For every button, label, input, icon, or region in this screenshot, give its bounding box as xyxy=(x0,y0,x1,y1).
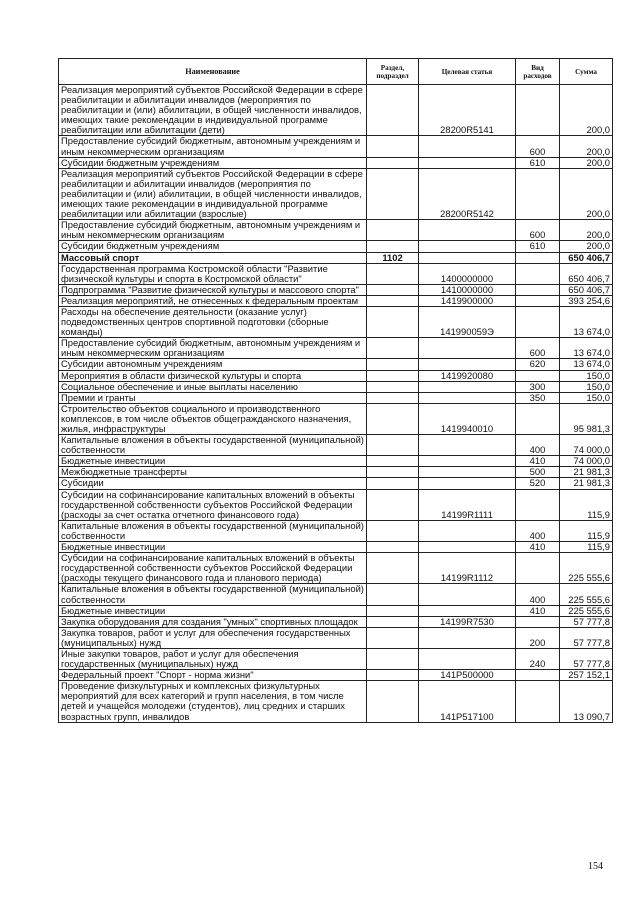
table-row xyxy=(59,381,613,392)
table-row xyxy=(59,478,613,489)
cell-type xyxy=(516,553,560,584)
table-row xyxy=(59,370,613,381)
cell-name: Закупка оборудования для создания "умных" спортивных площадок xyxy=(59,616,367,627)
cell-type: 400 xyxy=(516,584,560,605)
cell-target xyxy=(419,338,516,359)
cell-section xyxy=(367,478,419,489)
cell-section xyxy=(367,295,419,306)
cell-section xyxy=(367,403,419,434)
table-row xyxy=(59,584,613,605)
cell-sum: 13 674,0 xyxy=(560,306,613,337)
cell-target xyxy=(419,157,516,168)
cell-target xyxy=(419,478,516,489)
cell-name: Предоставление субсидий бюджетным, автономным учреждениям и иным некоммерческим организациям xyxy=(59,338,367,359)
cell-type: 610 xyxy=(516,157,560,168)
cell-sum: 200,0 xyxy=(560,220,613,241)
cell-section xyxy=(367,627,419,648)
table-row xyxy=(59,136,613,157)
table-row xyxy=(59,85,613,136)
cell-sum: 200,0 xyxy=(560,241,613,252)
cell-type: 500 xyxy=(516,467,560,478)
cell-type xyxy=(516,670,560,681)
cell-name: Мероприятия в области физической культуры и спорта xyxy=(59,370,367,381)
cell-sum: 74 000,0 xyxy=(560,435,613,456)
cell-section: 1102 xyxy=(367,252,419,263)
cell-section xyxy=(367,467,419,478)
cell-target: 141P517100 xyxy=(419,681,516,722)
cell-type: 620 xyxy=(516,359,560,370)
cell-name: Субсидии на софинансирование капитальных вложений в объекты государственной собственности субъектов Российской Федерации (расходы за счет остатка отчетного финансового года) xyxy=(59,489,367,520)
cell-target xyxy=(419,520,516,541)
table-row xyxy=(59,403,613,434)
page-number: 154 xyxy=(588,861,603,872)
cell-section xyxy=(367,338,419,359)
table-row xyxy=(59,295,613,306)
cell-target xyxy=(419,136,516,157)
cell-sum: 225 555,6 xyxy=(560,553,613,584)
table-row xyxy=(59,241,613,252)
cell-target: 28200R5142 xyxy=(419,168,516,219)
cell-name: Бюджетные инвестиции xyxy=(59,542,367,553)
cell-type: 520 xyxy=(516,478,560,489)
cell-sum: 21 981,3 xyxy=(560,467,613,478)
header-sum: Сумма xyxy=(560,59,613,85)
cell-name: Государственная программа Костромской области "Развитие физической культуры и спорта в Костромской области" xyxy=(59,263,367,284)
cell-section xyxy=(367,220,419,241)
table-row xyxy=(59,542,613,553)
cell-name: Капитальные вложения в объекты государственной (муниципальной) собственности xyxy=(59,520,367,541)
cell-type xyxy=(516,284,560,295)
table-row xyxy=(59,220,613,241)
cell-name: Субсидии бюджетным учреждениям xyxy=(59,157,367,168)
cell-name: Реализация мероприятий субъектов Российской Федерации в сфере реабилитации и абилитации инвалидов (мероприятия по реабилитации и (или) абилитации, в общей численности инвалидов, имеющих такие рекомендации в индивидуальной программе реабилитации или абилитации (дети) xyxy=(59,85,367,136)
cell-target xyxy=(419,381,516,392)
cell-section xyxy=(367,489,419,520)
cell-name: Закупка товаров, работ и услуг для обеспечения государственных (муниципальных) нужд xyxy=(59,627,367,648)
cell-target: 14199R1112 xyxy=(419,553,516,584)
table-row xyxy=(59,681,613,722)
cell-target xyxy=(419,252,516,263)
cell-sum: 225 555,6 xyxy=(560,605,613,616)
cell-sum: 257 152,1 xyxy=(560,670,613,681)
cell-section xyxy=(367,263,419,284)
table-row xyxy=(59,670,613,681)
cell-sum: 21 981,3 xyxy=(560,478,613,489)
table-row xyxy=(59,489,613,520)
cell-name: Субсидии автономным учреждениям xyxy=(59,359,367,370)
cell-target: 141990059Э xyxy=(419,306,516,337)
cell-sum: 200,0 xyxy=(560,136,613,157)
cell-section xyxy=(367,616,419,627)
table-row xyxy=(59,627,613,648)
cell-sum: 13 674,0 xyxy=(560,359,613,370)
cell-type: 300 xyxy=(516,381,560,392)
cell-sum: 95 981,3 xyxy=(560,403,613,434)
cell-target: 14199R7530 xyxy=(419,616,516,627)
cell-type: 410 xyxy=(516,456,560,467)
table-row xyxy=(59,435,613,456)
cell-section xyxy=(367,392,419,403)
cell-target xyxy=(419,648,516,669)
cell-name: Бюджетные инвестиции xyxy=(59,456,367,467)
table-row xyxy=(59,306,613,337)
cell-name: Бюджетные инвестиции xyxy=(59,605,367,616)
cell-sum: 650 406,7 xyxy=(560,252,613,263)
cell-section xyxy=(367,648,419,669)
cell-type xyxy=(516,263,560,284)
cell-section xyxy=(367,584,419,605)
table-row xyxy=(59,284,613,295)
cell-sum: 200,0 xyxy=(560,157,613,168)
cell-type: 200 xyxy=(516,627,560,648)
cell-name: Иные закупки товаров, работ и услуг для обеспечения государственных (муниципальных) нужд xyxy=(59,648,367,669)
cell-target: 1400000000 xyxy=(419,263,516,284)
table-row xyxy=(59,157,613,168)
cell-section xyxy=(367,553,419,584)
cell-target xyxy=(419,542,516,553)
table-row xyxy=(59,648,613,669)
table-row xyxy=(59,467,613,478)
cell-section xyxy=(367,359,419,370)
table-row xyxy=(59,359,613,370)
cell-name: Субсидии xyxy=(59,478,367,489)
cell-type: 410 xyxy=(516,542,560,553)
cell-type xyxy=(516,306,560,337)
table-row xyxy=(59,392,613,403)
header-name: Наименование xyxy=(59,59,367,85)
cell-section xyxy=(367,456,419,467)
cell-target: 14199R1111 xyxy=(419,489,516,520)
table-row xyxy=(59,456,613,467)
cell-name: Расходы на обеспечение деятельности (оказание услуг) подведомственных центров спортивной подготовки (сборные команды) xyxy=(59,306,367,337)
cell-target xyxy=(419,467,516,478)
cell-section xyxy=(367,241,419,252)
cell-sum: 150,0 xyxy=(560,392,613,403)
table-row xyxy=(59,616,613,627)
cell-section xyxy=(367,605,419,616)
cell-type xyxy=(516,252,560,263)
cell-section xyxy=(367,681,419,722)
cell-target xyxy=(419,605,516,616)
cell-sum: 115,9 xyxy=(560,542,613,553)
cell-target xyxy=(419,627,516,648)
cell-sum: 57 777,8 xyxy=(560,616,613,627)
cell-type: 350 xyxy=(516,392,560,403)
cell-section xyxy=(367,435,419,456)
cell-sum: 650 406,7 xyxy=(560,263,613,284)
cell-type: 240 xyxy=(516,648,560,669)
cell-name: Подпрограмма "Развитие физической культуры и массового спорта" xyxy=(59,284,367,295)
budget-table xyxy=(58,58,613,723)
cell-name: Субсидии бюджетным учреждениям xyxy=(59,241,367,252)
cell-type: 610 xyxy=(516,241,560,252)
cell-name: Строительство объектов социального и производственного комплексов, в том числе объектов общегражданского назначения, жилья, инфраструктуры xyxy=(59,403,367,434)
table-body xyxy=(59,85,613,723)
cell-section xyxy=(367,520,419,541)
cell-name: Массовый спорт xyxy=(59,252,367,263)
header-type: Вид расходов xyxy=(516,59,560,85)
header-section: Раздел, подраздел xyxy=(367,59,419,85)
cell-target xyxy=(419,220,516,241)
cell-type xyxy=(516,403,560,434)
table-row xyxy=(59,168,613,219)
cell-type: 400 xyxy=(516,435,560,456)
cell-sum: 200,0 xyxy=(560,85,613,136)
cell-name: Проведение физкультурных и комплексных физкультурных мероприятий для всех категорий и групп населения, в том числе детей и учащейся молодежи (студентов), лиц средних и старших возрастных групп, инвалидов xyxy=(59,681,367,722)
cell-name: Субсидии на софинансирование капитальных вложений в объекты государственной собственности субъектов Российской Федерации (расходы текущего финансового года и планового периода) xyxy=(59,553,367,584)
cell-target: 1419900000 xyxy=(419,295,516,306)
cell-type: 600 xyxy=(516,338,560,359)
cell-target xyxy=(419,392,516,403)
cell-type xyxy=(516,85,560,136)
cell-target: 1419940010 xyxy=(419,403,516,434)
cell-sum: 200,0 xyxy=(560,168,613,219)
cell-name: Межбюджетные трансферты xyxy=(59,467,367,478)
table-header-row xyxy=(59,59,613,85)
cell-name: Реализация мероприятий субъектов Российской Федерации в сфере реабилитации и абилитации инвалидов (мероприятия по реабилитации и (или) абилитации, в общей численности инвалидов, имеющих такие рекомендации в индивидуальной программе реабилитации или абилитации (взрослые) xyxy=(59,168,367,219)
cell-section xyxy=(367,542,419,553)
cell-sum: 150,0 xyxy=(560,370,613,381)
cell-sum: 393 254,6 xyxy=(560,295,613,306)
cell-type xyxy=(516,616,560,627)
cell-type: 400 xyxy=(516,520,560,541)
cell-sum: 150,0 xyxy=(560,381,613,392)
table-row xyxy=(59,263,613,284)
cell-name: Капитальные вложения в объекты государственной (муниципальной) собственности xyxy=(59,435,367,456)
cell-sum: 13 674,0 xyxy=(560,338,613,359)
cell-sum: 115,9 xyxy=(560,520,613,541)
cell-type xyxy=(516,168,560,219)
cell-name: Капитальные вложения в объекты государственной (муниципальной) собственности xyxy=(59,584,367,605)
cell-type: 410 xyxy=(516,605,560,616)
cell-section xyxy=(367,381,419,392)
cell-name: Предоставление субсидий бюджетным, автономным учреждениям и иным некоммерческим организациям xyxy=(59,220,367,241)
cell-section xyxy=(367,157,419,168)
cell-sum: 650 406,7 xyxy=(560,284,613,295)
cell-type xyxy=(516,489,560,520)
cell-type xyxy=(516,681,560,722)
table-row xyxy=(59,520,613,541)
cell-section xyxy=(367,85,419,136)
table-row xyxy=(59,605,613,616)
cell-target xyxy=(419,435,516,456)
table-row xyxy=(59,338,613,359)
cell-type: 600 xyxy=(516,220,560,241)
cell-sum: 57 777,8 xyxy=(560,627,613,648)
cell-target: 28200R5141 xyxy=(419,85,516,136)
cell-type xyxy=(516,370,560,381)
cell-target: 1410000000 xyxy=(419,284,516,295)
table-row xyxy=(59,553,613,584)
cell-type: 600 xyxy=(516,136,560,157)
cell-target xyxy=(419,456,516,467)
cell-section xyxy=(367,670,419,681)
cell-target xyxy=(419,359,516,370)
cell-section xyxy=(367,136,419,157)
cell-target xyxy=(419,241,516,252)
cell-target xyxy=(419,584,516,605)
cell-type xyxy=(516,295,560,306)
cell-section xyxy=(367,168,419,219)
table-row xyxy=(59,252,613,263)
cell-section xyxy=(367,306,419,337)
cell-sum: 225 555,6 xyxy=(560,584,613,605)
cell-sum: 13 090,7 xyxy=(560,681,613,722)
cell-sum: 74 000,0 xyxy=(560,456,613,467)
cell-name: Предоставление субсидий бюджетным, автономным учреждениям и иным некоммерческим организациям xyxy=(59,136,367,157)
cell-name: Реализация мероприятий, не отнесенных к федеральным проектам xyxy=(59,295,367,306)
header-target: Целевая статья xyxy=(419,59,516,85)
cell-section xyxy=(367,284,419,295)
cell-name: Социальное обеспечение и иные выплаты населению xyxy=(59,381,367,392)
cell-sum: 115,9 xyxy=(560,489,613,520)
cell-section xyxy=(367,370,419,381)
cell-target: 1419920080 xyxy=(419,370,516,381)
cell-sum: 57 777,8 xyxy=(560,648,613,669)
cell-name: Премии и гранты xyxy=(59,392,367,403)
cell-name: Федеральный проект "Спорт - норма жизни" xyxy=(59,670,367,681)
cell-target: 141P500000 xyxy=(419,670,516,681)
